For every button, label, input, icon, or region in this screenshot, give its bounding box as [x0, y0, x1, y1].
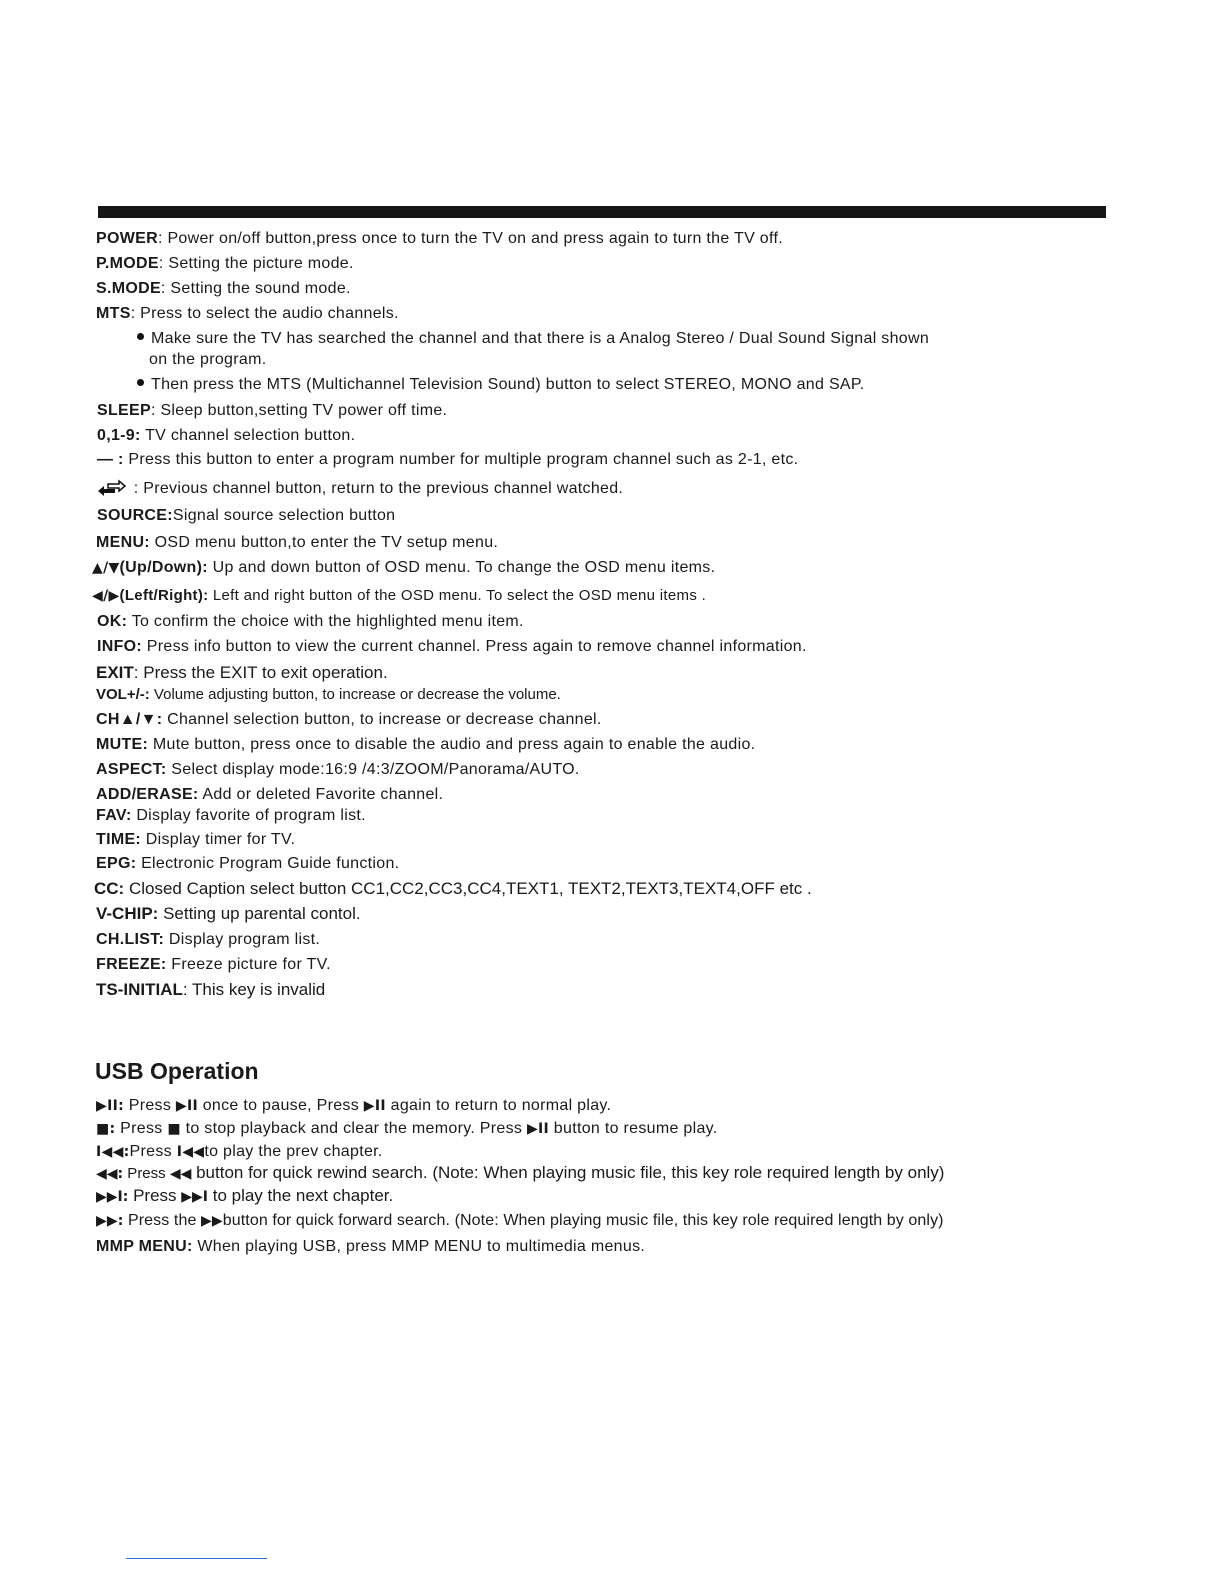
- source-entry: [97, 506, 395, 526]
- digits-desc: TV channel selection button.: [140, 427, 356, 444]
- updown-desc: Up and down button of OSD menu. To change the OSD menu items.: [207, 559, 716, 576]
- power-entry: [96, 229, 783, 249]
- exit-desc: : Press the EXIT to exit operation.: [133, 663, 388, 682]
- play-pause-icon: ▶II:: [96, 1098, 124, 1114]
- vchip-desc: Setting up parental contol.: [158, 904, 361, 923]
- usb-prev-desc-1: Press: [129, 1143, 177, 1160]
- mute-desc: Mute button, press once to disable the audio and press again to enable the audio.: [148, 736, 756, 753]
- left-right-arrows-icon: ◀/▶: [92, 588, 120, 604]
- epg-key: EPG:: [96, 855, 137, 872]
- freeze-desc: Freeze picture for TV.: [166, 956, 331, 973]
- bullet-icon: [137, 379, 144, 386]
- stop-icon: ■: [167, 1121, 181, 1137]
- mts-bullet-2-text: Then press the MTS (Multichannel Television Sound) button to select STEREO, MONO and SAP.: [151, 376, 865, 393]
- play-pause-icon: ▶II: [363, 1098, 386, 1114]
- ok-entry: [97, 612, 524, 632]
- stop-icon: ■:: [96, 1121, 116, 1137]
- usb-forward-desc-1: Press the: [123, 1212, 202, 1229]
- usb-playpause-entry: [96, 1096, 611, 1116]
- digits-key: 0,1-9:: [97, 427, 141, 444]
- recall-desc: : Previous channel button, return to the previous channel watched.: [129, 480, 624, 498]
- fav-desc: Display favorite of program list.: [131, 807, 366, 824]
- info-entry: [97, 637, 807, 657]
- smode-desc: : Setting the sound mode.: [160, 280, 351, 297]
- usb-section-title: USB Operation: [95, 1058, 259, 1084]
- usb-next-entry: [96, 1186, 393, 1207]
- mts-bullet-2: [137, 375, 865, 395]
- fav-key: FAV:: [96, 807, 132, 824]
- leftright-entry: [92, 586, 706, 606]
- adderase-key: ADD/ERASE:: [96, 786, 199, 803]
- ch-desc: Channel selection button, to increase or decrease channel.: [162, 711, 602, 728]
- usb-playpause-desc-2: once to pause, Press: [197, 1097, 364, 1114]
- next-chapter-icon: ▶▶I:: [96, 1189, 129, 1205]
- updown-entry: [92, 558, 715, 578]
- vol-entry: [96, 685, 561, 705]
- vol-key: VOL+/-:: [96, 686, 150, 703]
- mute-entry: [96, 735, 755, 755]
- footer-rule: [126, 1558, 267, 1559]
- menu-desc: OSD menu button,to enter the TV setup menu.: [149, 534, 499, 551]
- usb-stop-desc-3: button to resume play.: [549, 1120, 718, 1137]
- info-desc: Press info button to view the current channel. Press again to remove channel information.: [142, 638, 807, 655]
- exit-entry: [96, 663, 388, 683]
- mts-bullet-1: [137, 329, 929, 349]
- play-pause-icon: ▶II: [526, 1121, 550, 1137]
- previous-chapter-icon: I◀◀: [176, 1144, 205, 1160]
- usb-rewind-desc-2: button for quick rewind search. (Note: When playing music file, this key role required length by only): [191, 1163, 945, 1182]
- cc-desc: Closed Caption select button CC1,CC2,CC3,CC4,TEXT1, TEXT2,TEXT3,TEXT4,OFF etc .: [124, 879, 812, 898]
- power-desc: : Power on/off button,press once to turn the TV on and press again to turn the TV off.: [157, 230, 783, 247]
- sleep-desc: : Sleep button,setting TV power off time.: [150, 402, 448, 419]
- leftright-desc: Left and right button of the OSD menu. To select the OSD menu items .: [208, 587, 707, 604]
- source-desc: Signal source selection button: [172, 507, 396, 524]
- freeze-entry: [96, 955, 331, 975]
- fast-forward-icon: ▶▶: [201, 1213, 223, 1229]
- usb-forward-entry: [96, 1211, 944, 1231]
- vchip-entry: [96, 904, 361, 924]
- dash-desc: Press this button to enter a program number for multiple program channel such as 2-1, etc.: [123, 451, 799, 468]
- smode-key: S.MODE: [96, 280, 161, 297]
- usb-stop-desc-2: to stop playback and clear the memory. Press: [180, 1120, 527, 1137]
- chlist-desc: Display program list.: [164, 931, 321, 948]
- smode-entry: [96, 279, 351, 299]
- pmode-desc: : Setting the picture mode.: [158, 255, 354, 272]
- aspect-key: ASPECT:: [96, 761, 167, 778]
- mts-desc: : Press to select the audio channels.: [130, 305, 399, 322]
- up-down-arrows-icon: ▲/▼: [92, 560, 120, 576]
- usb-playpause-desc-1: Press: [123, 1097, 176, 1114]
- usb-playpause-desc-3: again to return to normal play.: [385, 1097, 612, 1114]
- menu-entry: [96, 533, 498, 553]
- sleep-entry: [97, 401, 447, 421]
- tsinitial-key: TS-INITIAL: [96, 980, 183, 999]
- fav-entry: [96, 806, 366, 826]
- next-chapter-icon: ▶▶I: [181, 1189, 208, 1205]
- epg-entry: [96, 854, 399, 874]
- dash-entry: [97, 450, 798, 470]
- adderase-entry: [96, 785, 443, 805]
- previous-chapter-icon: I◀◀:: [96, 1144, 130, 1160]
- updown-key: (Up/Down):: [119, 559, 208, 576]
- usb-forward-desc-2: button for quick forward search. (Note: When playing music file, this key role required length by only): [222, 1212, 944, 1229]
- time-entry: [96, 830, 295, 850]
- fast-forward-icon: ▶▶:: [96, 1213, 124, 1229]
- ch-entry: [96, 710, 602, 730]
- usb-prev-desc-2: to play the prev chapter.: [204, 1143, 383, 1160]
- usb-prev-entry: [96, 1142, 383, 1162]
- usb-stop-desc-1: Press: [115, 1120, 168, 1137]
- bullet-icon: [137, 333, 144, 340]
- usb-stop-entry: [96, 1119, 718, 1139]
- ch-key: CH▲/▼:: [96, 711, 163, 728]
- vol-desc: Volume adjusting button, to increase or decrease the volume.: [149, 686, 561, 703]
- ok-desc: To confirm the choice with the highlighted menu item.: [127, 613, 524, 630]
- usb-rewind-desc-1: Press: [123, 1165, 170, 1182]
- mts-key: MTS: [96, 305, 131, 322]
- mute-key: MUTE:: [96, 736, 149, 753]
- tsinitial-desc: : This key is invalid: [182, 980, 326, 999]
- tsinitial-entry: [96, 980, 325, 1000]
- rewind-icon: ◀◀: [169, 1166, 192, 1182]
- rewind-icon: ◀◀:: [96, 1166, 124, 1182]
- exit-key: EXIT: [96, 663, 134, 682]
- chlist-entry: [96, 930, 320, 950]
- dash-key: — :: [97, 451, 124, 468]
- usb-rewind-entry: [96, 1163, 944, 1184]
- chlist-key: CH.LIST:: [96, 931, 165, 948]
- play-pause-icon: ▶II: [175, 1098, 198, 1114]
- recall-entry: [95, 479, 623, 499]
- recall-icon: [95, 479, 129, 499]
- adderase-desc: Add or deleted Favorite channel.: [198, 786, 444, 803]
- mmp-menu-desc: When playing USB, press MMP MENU to multimedia menus.: [192, 1238, 646, 1255]
- usb-next-desc-1: Press: [128, 1186, 182, 1205]
- mts-bullet-1-continued: [149, 350, 266, 370]
- cc-key: CC:: [94, 879, 125, 898]
- mts-entry: [96, 304, 399, 324]
- time-key: TIME:: [96, 831, 142, 848]
- cc-entry: [94, 879, 812, 899]
- sleep-key: SLEEP: [97, 402, 151, 419]
- digits-entry: [97, 426, 355, 446]
- time-desc: Display timer for TV.: [141, 831, 296, 848]
- aspect-entry: [96, 760, 580, 780]
- aspect-desc: Select display mode:16:9 /4:3/ZOOM/Panorama/AUTO.: [166, 761, 580, 778]
- mts-bullet-1-text-2: on the program.: [149, 351, 267, 368]
- source-key: SOURCE:: [97, 507, 173, 524]
- usb-mmp-entry: [96, 1237, 645, 1257]
- power-key: POWER: [96, 230, 158, 247]
- mts-bullet-1-text: Make sure the TV has searched the channel and that there is a Analog Stereo / Dual Sound Signal shown: [151, 330, 930, 347]
- freeze-key: FREEZE:: [96, 956, 167, 973]
- info-key: INFO:: [97, 638, 143, 655]
- menu-key: MENU:: [96, 534, 150, 551]
- leftright-key: (Left/Right):: [119, 587, 209, 604]
- vchip-key: V-CHIP:: [96, 904, 159, 923]
- header-rule: [98, 206, 1106, 218]
- usb-next-desc-2: to play the next chapter.: [208, 1186, 394, 1205]
- pmode-key: P.MODE: [96, 255, 159, 272]
- ok-key: OK:: [97, 613, 128, 630]
- mmp-menu-key: MMP MENU:: [96, 1238, 193, 1255]
- epg-desc: Electronic Program Guide function.: [136, 855, 400, 872]
- pmode-entry: [96, 254, 354, 274]
